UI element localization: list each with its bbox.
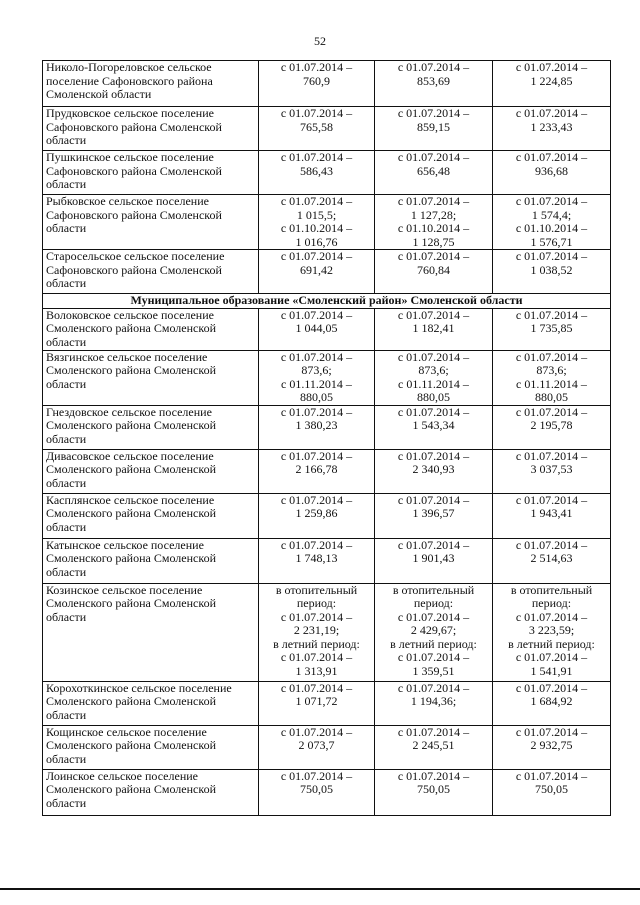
tariff-value-col1: в отопительный период: с 01.07.2014 – 2 231,19; в летний период: с 01.07.2014 – 1 313,91 — [259, 583, 375, 681]
settlement-name: Гнездовское сельское поселение Смоленского района Смоленской области — [43, 405, 259, 449]
settlement-name: Рыбковское сельское поселение Сафоновского района Смоленской области — [43, 195, 259, 250]
settlement-name: Козинское сельское поселение Смоленского района Смоленской области — [43, 583, 259, 681]
tariff-value-col3: с 01.07.2014 – 2 932,75 — [493, 725, 611, 769]
table-row — [43, 308, 611, 350]
table-row — [43, 583, 611, 681]
tariff-value-col1: с 01.07.2014 – 1 748,13 — [259, 538, 375, 583]
settlement-name: Вязгинское сельское поселение Смоленского района Смоленской области — [43, 350, 259, 405]
tariff-value-col2: с 01.07.2014 – 1 901,43 — [375, 538, 493, 583]
tariff-value-col3: с 01.07.2014 – 750,05 — [493, 769, 611, 815]
tariff-value-col2: с 01.07.2014 – 760,84 — [375, 250, 493, 294]
tariff-table — [42, 60, 611, 816]
tariff-value-col1: с 01.07.2014 – 586,43 — [259, 151, 375, 195]
settlement-name: Волоковское сельское поселение Смоленского района Смоленской области — [43, 308, 259, 350]
tariff-value-col2: с 01.07.2014 – 859,15 — [375, 107, 493, 151]
tariff-value-col3: с 01.07.2014 – 1 224,85 — [493, 61, 611, 107]
table-row — [43, 107, 611, 151]
tariff-value-col1: с 01.07.2014 – 1 071,72 — [259, 681, 375, 725]
tariff-value-col2: с 01.07.2014 – 1 543,34 — [375, 405, 493, 449]
tariff-value-col3: с 01.07.2014 – 1 574,4; с 01.10.2014 – 1 576,71 — [493, 195, 611, 250]
tariff-value-col1: с 01.07.2014 – 1 259,86 — [259, 493, 375, 538]
tariff-value-col2: с 01.07.2014 – 1 127,28; с 01.10.2014 – 1 128,75 — [375, 195, 493, 250]
tariff-value-col3: с 01.07.2014 – 1 943,41 — [493, 493, 611, 538]
tariff-value-col1: с 01.07.2014 – 2 166,78 — [259, 449, 375, 493]
tariff-value-col2: с 01.07.2014 – 1 182,41 — [375, 308, 493, 350]
tariff-value-col3: в отопительный период: с 01.07.2014 – 3 223,59; в летний период: с 01.07.2014 – 1 541,91 — [493, 583, 611, 681]
table-row — [43, 493, 611, 538]
tariff-value-col2: с 01.07.2014 – 656,48 — [375, 151, 493, 195]
tariff-value-col1: с 01.07.2014 – 691,42 — [259, 250, 375, 294]
table-row — [43, 725, 611, 769]
section-header: Муниципальное образование «Смоленский район» Смоленской области — [43, 294, 611, 309]
tariff-value-col1: с 01.07.2014 – 750,05 — [259, 769, 375, 815]
table-row — [43, 350, 611, 405]
section-header-row — [43, 294, 611, 309]
tariff-value-col2: с 01.07.2014 – 1 194,36; — [375, 681, 493, 725]
tariff-value-col3: с 01.07.2014 – 3 037,53 — [493, 449, 611, 493]
tariff-value-col1: с 01.07.2014 – 873,6; с 01.11.2014 – 880,05 — [259, 350, 375, 405]
tariff-value-col2: с 01.07.2014 – 853,69 — [375, 61, 493, 107]
settlement-name: Корохоткинское сельское поселение Смоленского района Смоленской области — [43, 681, 259, 725]
settlement-name: Дивасовское сельское поселение Смоленского района Смоленской области — [43, 449, 259, 493]
table-row — [43, 538, 611, 583]
tariff-value-col3: с 01.07.2014 – 2 514,63 — [493, 538, 611, 583]
tariff-value-col3: с 01.07.2014 – 873,6; с 01.11.2014 – 880,05 — [493, 350, 611, 405]
tariff-value-col1: с 01.07.2014 – 2 073,7 — [259, 725, 375, 769]
tariff-value-col1: с 01.07.2014 – 1 380,23 — [259, 405, 375, 449]
tariff-value-col2: с 01.07.2014 – 2 340,93 — [375, 449, 493, 493]
tariff-value-col2: с 01.07.2014 – 2 245,51 — [375, 725, 493, 769]
table-row — [43, 405, 611, 449]
table-row — [43, 61, 611, 107]
settlement-name: Старосельское сельское поселение Сафоновского района Смоленской области — [43, 250, 259, 294]
settlement-name: Прудковское сельское поселение Сафоновского района Смоленской области — [43, 107, 259, 151]
tariff-table-body — [43, 61, 611, 816]
tariff-value-col3: с 01.07.2014 – 1 038,52 — [493, 250, 611, 294]
settlement-name: Касплянское сельское поселение Смоленского района Смоленской области — [43, 493, 259, 538]
settlement-name: Пушкинское сельское поселение Сафоновского района Смоленской области — [43, 151, 259, 195]
table-row — [43, 449, 611, 493]
tariff-value-col3: с 01.07.2014 – 1 735,85 — [493, 308, 611, 350]
tariff-value-col2: в отопительный период: с 01.07.2014 – 2 429,67; в летний период: с 01.07.2014 – 1 359,51 — [375, 583, 493, 681]
tariff-value-col1: с 01.07.2014 – 1 044,05 — [259, 308, 375, 350]
tariff-value-col1: с 01.07.2014 – 760,9 — [259, 61, 375, 107]
table-row — [43, 769, 611, 815]
page-number: 52 — [314, 34, 326, 48]
tariff-value-col2: с 01.07.2014 – 1 396,57 — [375, 493, 493, 538]
tariff-value-col1: с 01.07.2014 – 765,58 — [259, 107, 375, 151]
settlement-name: Лоинское сельское поселение Смоленского района Смоленской области — [43, 769, 259, 815]
tariff-value-col2: с 01.07.2014 – 873,6; с 01.11.2014 – 880,05 — [375, 350, 493, 405]
tariff-value-col3: с 01.07.2014 – 1 233,43 — [493, 107, 611, 151]
footer-rule — [0, 888, 640, 890]
table-row — [43, 681, 611, 725]
settlement-name: Николо-Погореловское сельское поселение Сафоновского района Смоленской области — [43, 61, 259, 107]
tariff-value-col1: с 01.07.2014 – 1 015,5; с 01.10.2014 – 1 016,76 — [259, 195, 375, 250]
tariff-value-col3: с 01.07.2014 – 1 684,92 — [493, 681, 611, 725]
table-row — [43, 195, 611, 250]
tariff-value-col3: с 01.07.2014 – 936,68 — [493, 151, 611, 195]
table-row — [43, 151, 611, 195]
settlement-name: Кощинское сельское поселение Смоленского района Смоленской области — [43, 725, 259, 769]
settlement-name: Катынское сельское поселение Смоленского района Смоленской области — [43, 538, 259, 583]
tariff-value-col3: с 01.07.2014 – 2 195,78 — [493, 405, 611, 449]
table-row — [43, 250, 611, 294]
tariff-value-col2: с 01.07.2014 – 750,05 — [375, 769, 493, 815]
